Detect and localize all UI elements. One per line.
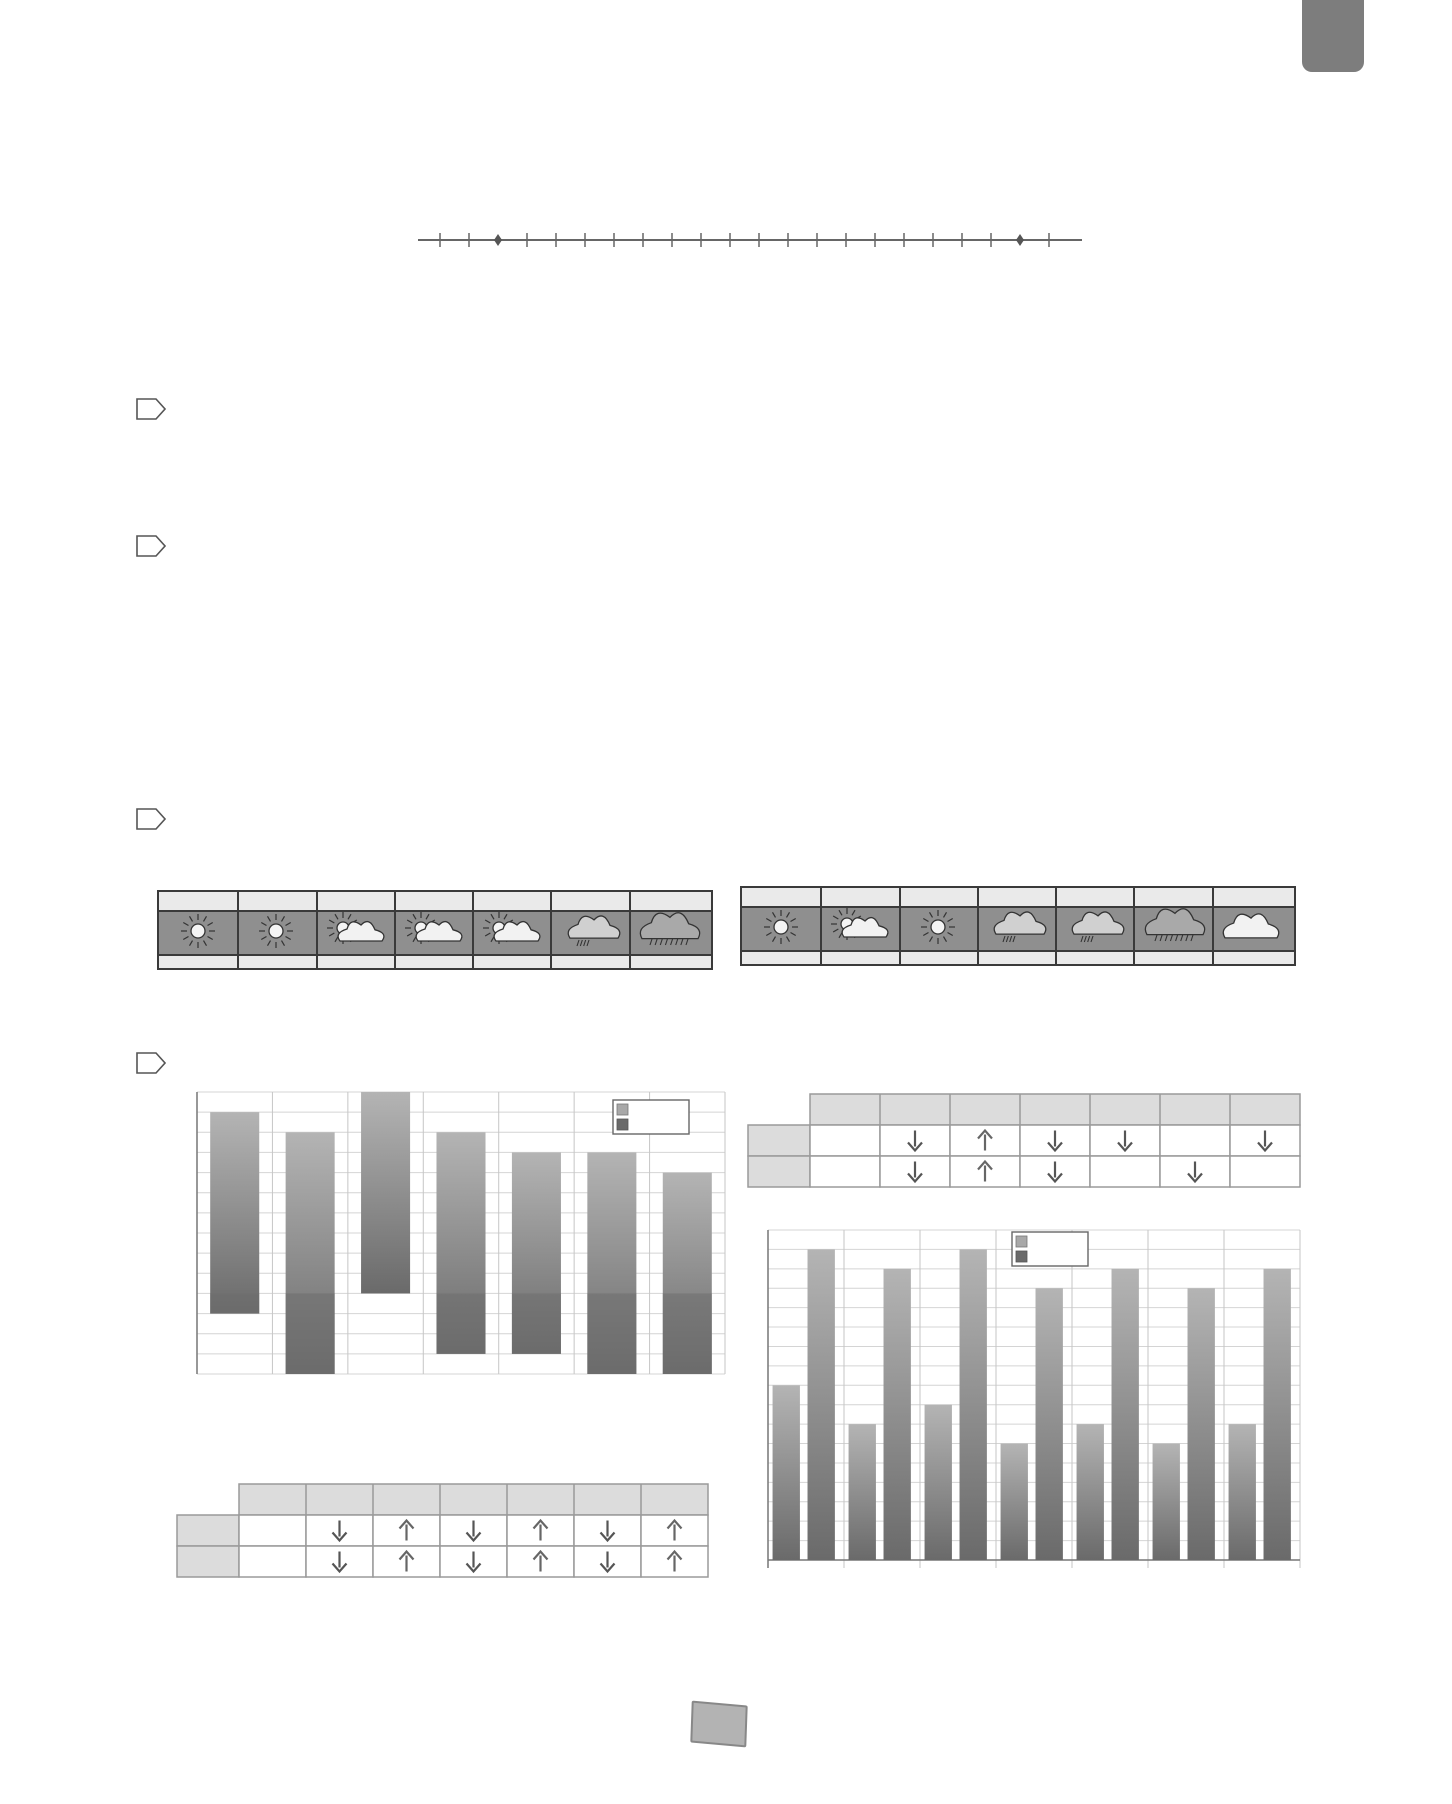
row-label-cell xyxy=(748,1125,810,1156)
exercise-marker-4 xyxy=(136,1052,166,1074)
range-bar-below-zero xyxy=(512,1293,561,1353)
table-header-row xyxy=(239,1484,708,1515)
table-cell xyxy=(810,1156,880,1187)
legend-swatch xyxy=(1016,1236,1027,1247)
range-bar-below-zero xyxy=(663,1293,712,1374)
table-cell xyxy=(1160,1125,1230,1156)
row-label-cell xyxy=(177,1546,239,1577)
range-bar xyxy=(361,1092,410,1293)
table-row xyxy=(748,1125,1300,1156)
sun-icon xyxy=(900,906,976,948)
weather-strip-week-1 xyxy=(157,890,713,970)
table-row xyxy=(177,1546,708,1577)
table-cell xyxy=(1230,1156,1300,1187)
weather-strip-week-2 xyxy=(740,886,1296,966)
bar-series-2 xyxy=(1036,1288,1063,1560)
range-bar-below-zero xyxy=(436,1293,485,1353)
bar-series-1 xyxy=(1077,1424,1104,1560)
heavy-rain-icon xyxy=(630,910,706,952)
range-bar-below-zero xyxy=(210,1293,259,1313)
table-row xyxy=(177,1515,708,1546)
bar-series-1 xyxy=(849,1424,876,1560)
number-line-point xyxy=(494,234,502,246)
sun-icon xyxy=(160,910,236,952)
cloud-rain-icon xyxy=(978,906,1054,948)
paired-bar-chart xyxy=(764,1226,1304,1571)
table-header-row xyxy=(810,1094,1300,1125)
legend-swatch xyxy=(617,1119,628,1130)
table-cell xyxy=(239,1515,306,1546)
table-cell xyxy=(239,1546,306,1577)
cloud-rain-icon xyxy=(1056,906,1132,948)
sun-icon xyxy=(238,910,314,952)
sun-cloud-icon xyxy=(821,906,897,948)
range-bar xyxy=(210,1112,259,1313)
sun-cloud-icon xyxy=(317,910,393,952)
row-label-cell xyxy=(748,1156,810,1187)
exercise-marker-3 xyxy=(136,808,166,830)
bar-series-2 xyxy=(1112,1269,1139,1560)
bar-series-2 xyxy=(808,1249,835,1560)
chart-legend xyxy=(613,1100,689,1134)
bar-series-2 xyxy=(960,1249,987,1560)
legend-swatch xyxy=(1016,1251,1027,1262)
heavy-rain-icon xyxy=(1135,906,1211,948)
legend-swatch xyxy=(617,1104,628,1115)
temperature-range-chart xyxy=(195,1088,730,1378)
arrow-table-top xyxy=(744,1090,1304,1190)
sun-cloud-icon xyxy=(473,910,549,952)
table-row xyxy=(748,1156,1300,1187)
bar-series-1 xyxy=(773,1385,800,1560)
bar-series-1 xyxy=(925,1405,952,1560)
exercise-marker-2 xyxy=(136,535,166,557)
cloud-rain-icon xyxy=(552,910,628,952)
bar-series-2 xyxy=(884,1269,911,1560)
arrow-table-bottom xyxy=(173,1480,721,1580)
bar-series-1 xyxy=(1001,1444,1028,1560)
range-bar-below-zero xyxy=(286,1293,335,1374)
table-cell xyxy=(810,1125,880,1156)
bar-series-1 xyxy=(1153,1444,1180,1560)
range-bar-below-zero xyxy=(587,1293,636,1374)
row-label-cell xyxy=(177,1515,239,1546)
sun-icon xyxy=(743,906,819,948)
page-number-tab xyxy=(690,1701,747,1748)
number-line-point xyxy=(1016,234,1024,246)
table-cell xyxy=(1090,1156,1160,1187)
number-line xyxy=(410,225,1090,255)
cloud-icon xyxy=(1213,906,1289,948)
bar-series-2 xyxy=(1264,1269,1291,1560)
chart-legend xyxy=(1012,1232,1088,1266)
exercise-marker-1 xyxy=(136,398,166,420)
bar-series-1 xyxy=(1229,1424,1256,1560)
sun-cloud-icon xyxy=(395,910,471,952)
chapter-tab xyxy=(1302,0,1364,72)
bar-series-2 xyxy=(1188,1288,1215,1560)
